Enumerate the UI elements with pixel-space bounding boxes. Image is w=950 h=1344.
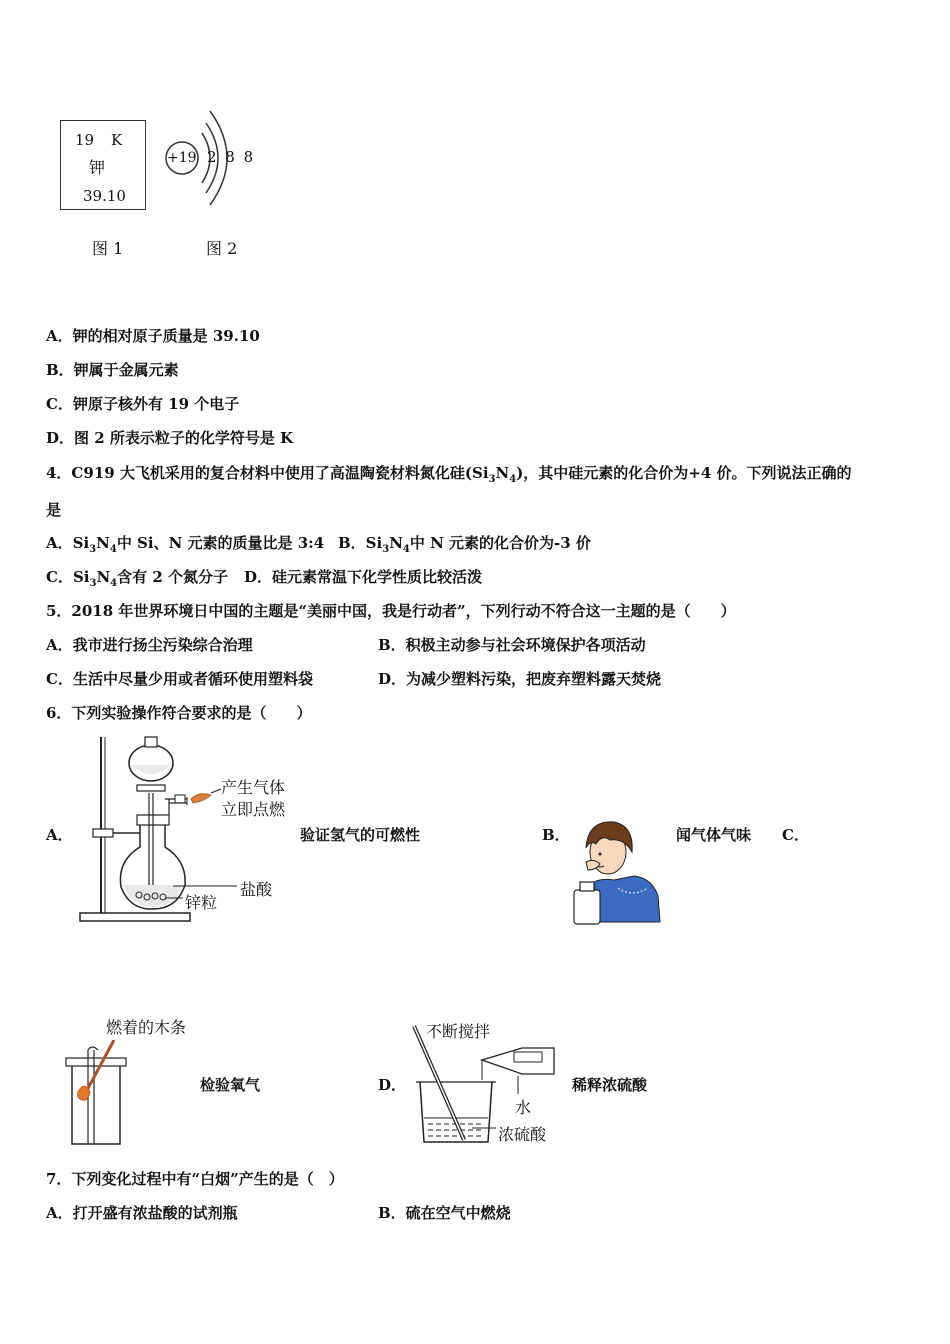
element-name: 钾 — [89, 158, 106, 177]
label-water: 水 — [515, 1098, 532, 1117]
q6-option-b-letter: B． — [542, 826, 570, 844]
q6-option-a-letter: A． — [46, 826, 73, 844]
smelling-gas-illustration — [572, 818, 662, 926]
q6-option-c-letter: C． — [782, 826, 809, 844]
hydrogen-apparatus-diagram — [75, 735, 290, 930]
q4-option-b: B．$Si_3N_4$中 N 元素的化合价为-3 价 — [338, 534, 591, 555]
q5-option-c: C．生活中尽量少用或者循环使用塑料袋 — [46, 670, 313, 688]
q6-option-b-text: 闻气体气味 — [676, 826, 752, 844]
element-card-potassium — [60, 120, 146, 210]
q7-option-b: B．硫在空气中燃烧 — [378, 1204, 511, 1222]
q3-option-d: D．图 2 所表示粒子的化学符号是 K — [46, 429, 294, 447]
q5-option-b: B．积极主动参与社会环境保护各项活动 — [378, 636, 646, 654]
label-hydrochloric-acid: 盐酸 — [240, 880, 273, 899]
atomic-number: 19 — [75, 131, 95, 149]
q4-option-d: D．硅元素常温下化学性质比较活泼 — [244, 568, 483, 586]
label-ignite-immediately: 立即点燃 — [221, 800, 286, 819]
q4-stem-line2: 是 — [46, 501, 62, 519]
q5-stem: 5．2018 年世界环境日中国的主题是“美丽中国，我是行动者”，下列行动不符合这一主题的是（ ） — [46, 602, 736, 620]
label-zinc-granules: 锌粒 — [185, 893, 218, 912]
q7-option-a: A．打开盛有浓盐酸的试剂瓶 — [46, 1204, 238, 1222]
q3-option-c: C．钾原子核外有 19 个电子 — [46, 395, 240, 413]
q6-stem: 6．下列实验操作符合要求的是（ ） — [46, 704, 312, 722]
label-stir-continuously: 不断搅拌 — [426, 1022, 491, 1041]
q6-option-d-text: 稀释浓硫酸 — [572, 1076, 648, 1094]
label-produce-gas: 产生气体 — [221, 778, 286, 797]
label-concentrated-sulfuric-acid: 浓硫酸 — [498, 1125, 547, 1144]
q3-option-a: A．钾的相对原子质量是 39.10 — [46, 327, 260, 345]
q3-option-b: B．钾属于金属元素 — [46, 361, 179, 379]
q4-option-a: A．$Si_3N_4$中 Si、N 元素的质量比是 3:4 — [46, 534, 325, 555]
oxygen-test-diagram — [64, 1040, 134, 1150]
label-burning-stick: 燃着的木条 — [106, 1018, 187, 1037]
q4-option-c: C．$Si_3N_4$含有 2 个氮分子 — [46, 568, 229, 589]
figure-2-caption: 图 2 — [206, 239, 238, 258]
figure-1-caption: 图 1 — [92, 239, 124, 258]
q4-stem: 4．C919 大飞机采用的复合材料中使用了高温陶瓷材料氮化硅$(Si_3N_4)$，其中硅元素的化合价为+4 价。下列说法正确的 — [46, 464, 852, 485]
q5-option-a: A．我市进行扬尘污染综合治理 — [46, 636, 253, 654]
q6-option-d-letter: D． — [378, 1076, 407, 1094]
element-symbol: K — [111, 131, 123, 149]
atomic-mass: 39.10 — [83, 187, 126, 205]
electron-shells: 2 8 8 — [207, 148, 256, 166]
q7-stem: 7．下列变化过程中有“白烟”产生的是（ ） — [46, 1170, 344, 1188]
nucleus-charge: +19 — [167, 150, 197, 166]
q6-option-c-text: 检验氧气 — [200, 1076, 261, 1094]
q5-option-d: D．为减少塑料污染，把废弃塑料露天焚烧 — [378, 670, 662, 688]
q6-option-a-text: 验证氢气的可燃性 — [300, 826, 421, 844]
